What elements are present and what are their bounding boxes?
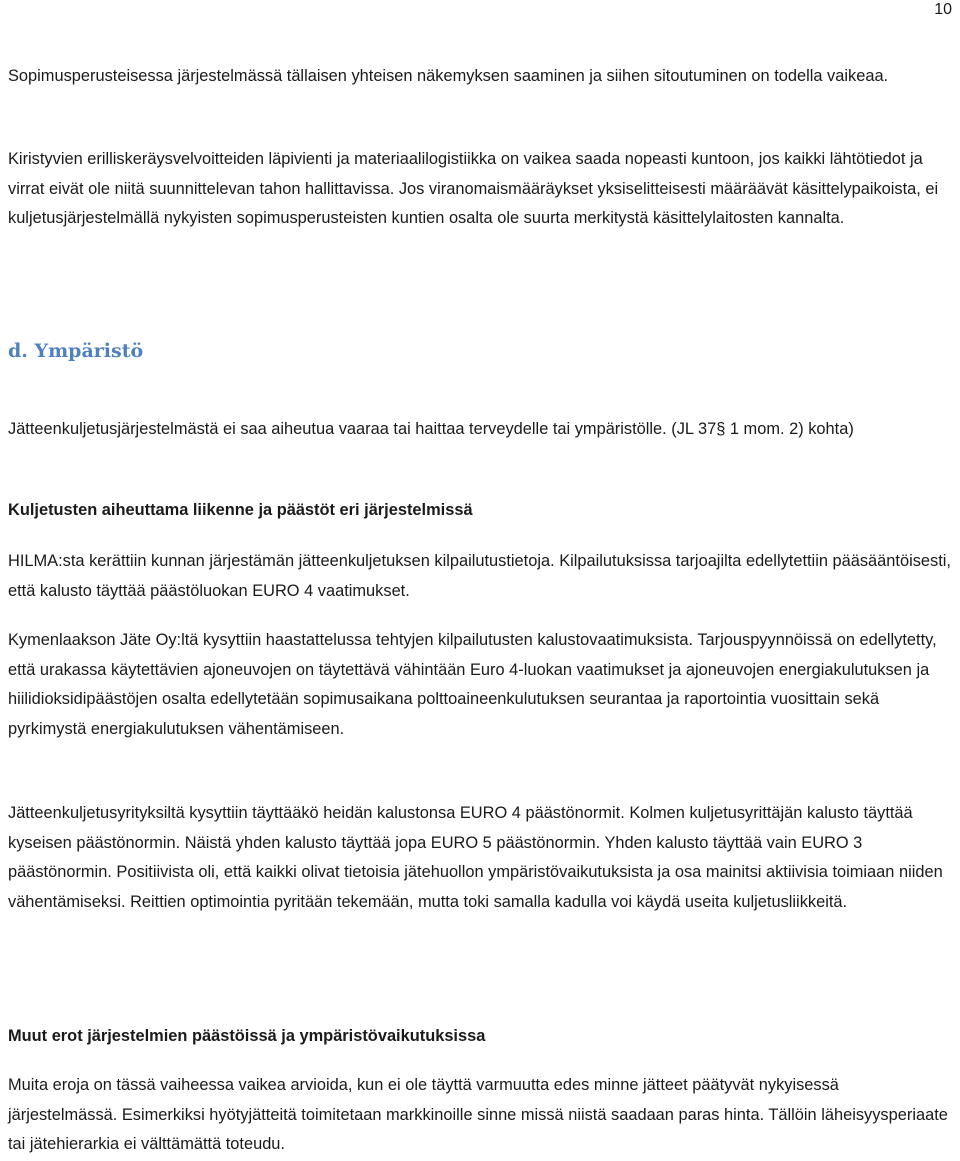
subheading-other-differences: Muut erot järjestelmien päästöissä ja ympäristövaikutuksissa	[8, 1027, 486, 1045]
page-number: 10	[934, 1, 952, 18]
paragraph-transport-companies: Jätteenkuljetusyrityksiltä kysyttiin täyttääkö heidän kalustonsa EURO 4 päästönormit. Kolmen kuljetusyrittäjän kalusto täyttää kyseisen päästönormin. Näistä yhden kalusto täyttää jopa EURO 5 päästönormin. Yhden kalusto täyttää vain EURO 3 päästönormin. Positiivista oli, että kaikki olivat tietoisia jätehuollon ympäristövaikutuksista ja osa mainitsi aktiivisia toimiaan niiden vähentämiseksi. Reittien optimointia pyritään tekemään, mutta toki samalla kadulla voi käydä useita kuljetusliikkeitä.	[8, 804, 943, 911]
paragraph-agreement-commitment: Sopimusperusteisessa järjestelmässä tällaisen yhteisen näkemyksen saaminen ja siihen sitoutuminen on todella vaikeaa.	[8, 67, 889, 85]
subheading-transport-emissions: Kuljetusten aiheuttama liikenne ja päästöt eri järjestelmissä	[8, 501, 473, 519]
paragraph-kymenlaakson-jate: Kymenlaakson Jäte Oy:ltä kysyttiin haastattelussa tehtyjen kilpailutusten kalustovaatimuksista. Tarjouspyynnöissä on edellytetty, että urakassa käytettävien ajoneuvojen on täytettävä vähintään Euro 4-luokan vaatimukset ja ajoneuvojen energiakulutuksen ja hiilidioksidipäästöjen osalta edellytetään sopimusaikana polttoaineenkulutuksen seurantaa ja raportointia vuosittain sekä pyrkimystä energiakulutuksen vähentämiseen.	[8, 631, 937, 738]
paragraph-hilma-tenders: HILMA:sta kerättiin kunnan järjestämän jätteenkuljetuksen kilpailutustietoja. Kilpailutuksissa tarjoajilta edellytettiin pääsääntöisesti, että kalusto täyttää päästöluokan EURO 4 vaatimukset.	[8, 552, 951, 600]
paragraph-waste-law: Jätteenkuljetusjärjestelmästä ei saa aiheutua vaaraa tai haittaa terveydelle tai ympäristölle. (JL 37§ 1 mom. 2) kohta)	[8, 420, 854, 438]
paragraph-other-differences: Muita eroja on tässä vaiheessa vaikea arvioida, kun ei ole täyttä varmuutta edes minne jätteet päätyvät nykyisessä järjestelmässä. Esimerkiksi hyötyjätteitä toimitetaan markkinoille sinne missä niistä saadaan paras hinta. Tällöin läheisyysperiaate tai jätehierarkia ei välttämättä toteudu.	[8, 1076, 948, 1153]
section-heading-environment: d. Ympäristö	[8, 340, 144, 362]
paragraph-separate-collection: Kiristyvien erilliskeräysvelvoitteiden läpivienti ja materiaalilogistiikka on vaikea saada nopeasti kuntoon, jos kaikki lähtötiedot ja virrat eivät ole niitä suunnittelevan tahon hallittavissa. Jos viranomaismääräykset yksiselitteisesti määräävät käsittelypaikoista, ei kuljetusjärjestelmällä nykyisten sopimusperusteisten kuntien osalta ole suurta merkitystä käsittelylaitosten kannalta.	[8, 150, 939, 227]
